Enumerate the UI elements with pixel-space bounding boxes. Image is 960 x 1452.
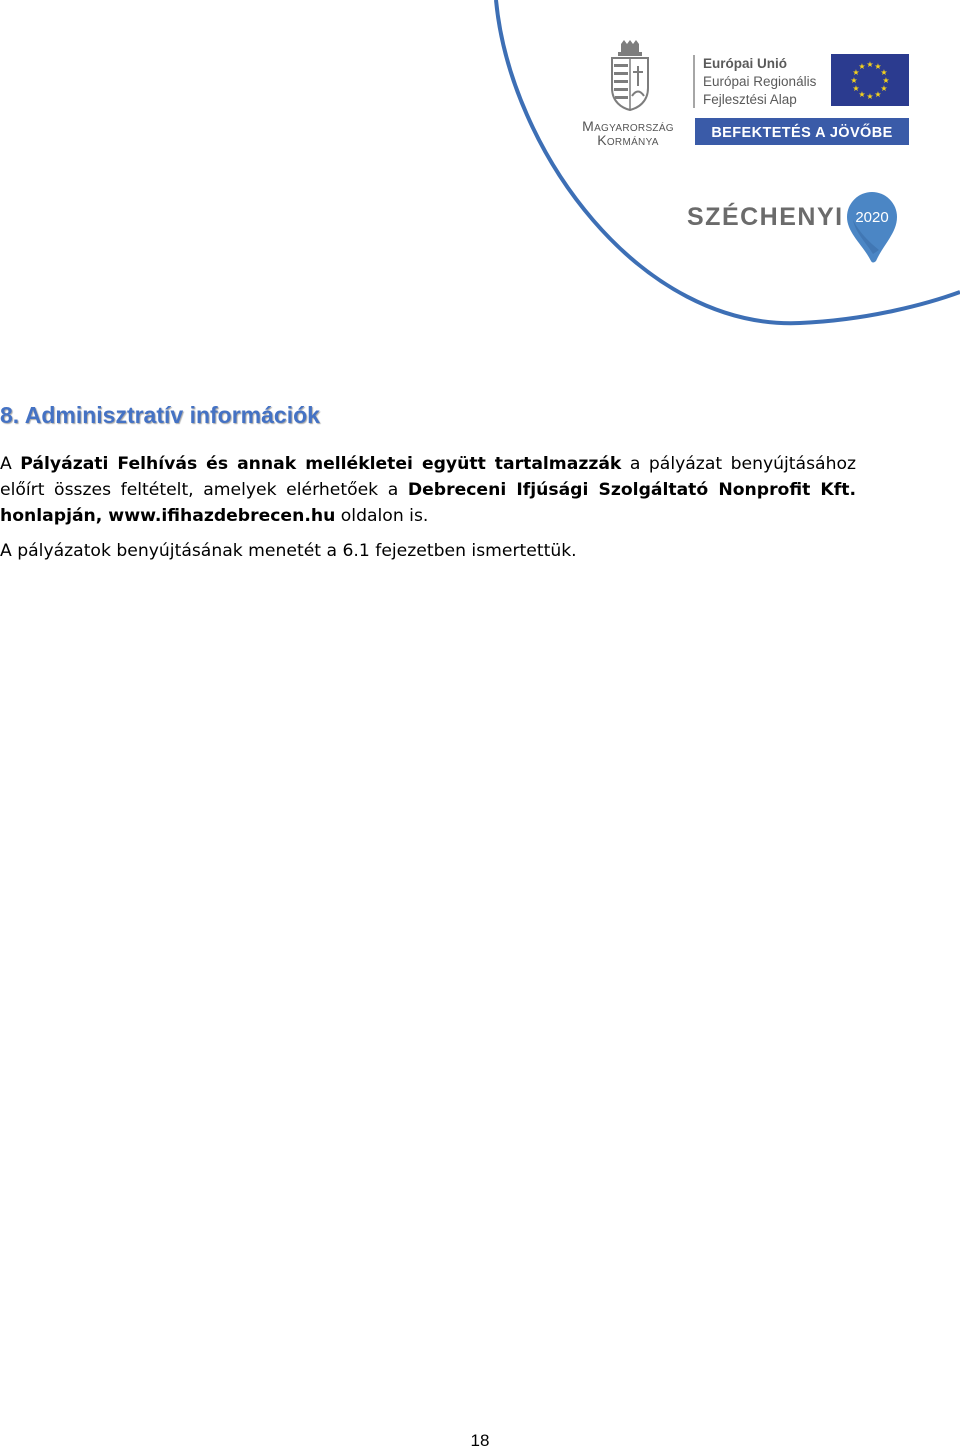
hungarian-coat-of-arms-icon [612,40,648,110]
eu-line3: Fejlesztési Alap [703,92,797,107]
svg-text:★: ★ [858,90,866,99]
svg-text:★: ★ [874,62,882,71]
intro-text-a: A [0,454,21,474]
intro-paragraph [0,451,856,529]
header-logo-area [0,0,960,340]
szechenyi-name: SZÉCHENYI [687,203,844,231]
location-pin-icon [847,192,897,263]
intro-text-c: a pályázat benyújtásához előírt összes feltételt, amelyek elérhetőek a [0,454,856,500]
svg-text:★: ★ [850,76,858,85]
svg-text:★: ★ [880,68,888,77]
svg-text:★: ★ [874,90,882,99]
intro-text-e: oldalon is. [335,506,429,526]
eu-line2: Európai Regionális [703,74,817,89]
svg-text:★: ★ [866,60,874,69]
svg-text:★: ★ [852,68,860,77]
eu-flag-icon [831,54,909,106]
szechenyi-year: 2020 [855,209,889,226]
svg-text:★: ★ [880,84,888,93]
page-number: 18 [470,1431,490,1450]
eu-line1: Európai Unió [703,56,787,71]
government-logo-line1: Magyarország [582,118,674,134]
closing-paragraph: A pályázatok benyújtásának menetét a 6.1 fejezetben ismertettük. [0,541,577,561]
svg-text:★: ★ [866,92,874,101]
svg-text:★: ★ [852,84,860,93]
section-heading: 8. Adminisztratív információk [0,402,320,428]
svg-text:★: ★ [882,76,890,85]
intro-text-bold-1: Pályázati Felhívás és annak mellékletei együtt tartalmazzák [20,454,622,474]
intro-text-bold-2: Debreceni Ifjúsági Szolgáltató Nonprofit Kft. honlapján, www.ifihazdebrecen.hu [0,480,856,526]
eu-banner-text: BEFEKTETÉS A JÖVŐBE [711,125,893,141]
decorative-arc [496,0,960,323]
government-logo-line2: Kormánya [597,132,659,148]
svg-text:★: ★ [858,62,866,71]
